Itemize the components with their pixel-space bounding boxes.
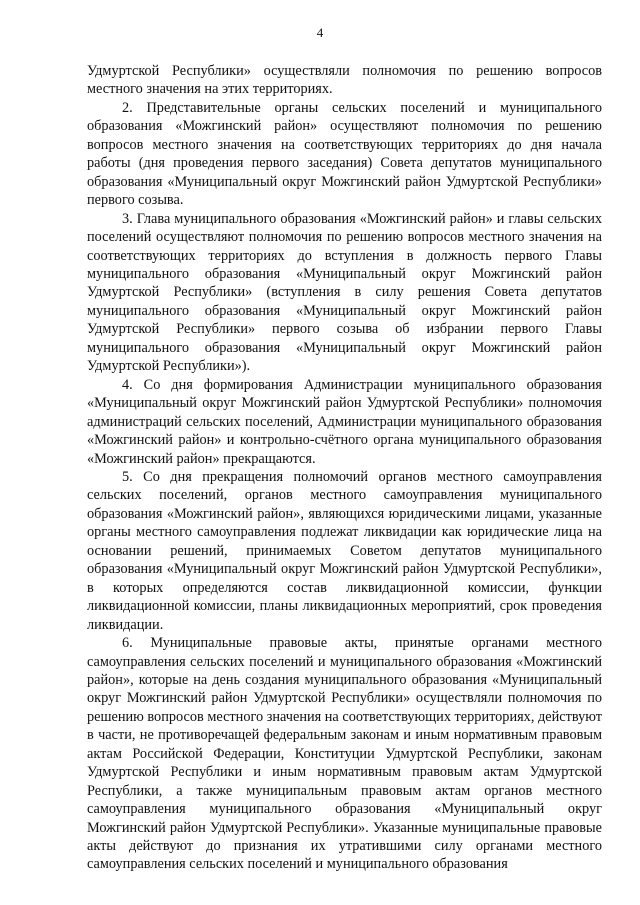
- paragraph-2: 2. Представительные органы сельских поселений и муниципального образования «Можгинский район» осуществляют полномочия по решению вопросов местного значения на соответствующих территориях до дня начала работы (дня проведения первого заседания) Совета депутатов муниципального образования «Муниципальный округ Можгинский район Удмуртской Республики» первого созыва.: [87, 99, 602, 209]
- paragraph-continued: Удмуртской Республики» осуществляли полномочия по решению вопросов местного значения на этих территориях.: [87, 63, 602, 98]
- document-body: [87, 62, 602, 874]
- paragraph-3: 3. Глава муниципального образования «Можгинский район» и главы сельских поселений осуществляют полномочия по решению вопросов местного значения на соответствующих территориях до вступления в должность первого Главы муниципального образования «Муниципальный округ Можгинский район Удмуртской Республики» (вступления в силу решения Совета депутатов муниципального образования «Муниципальный округ Можгинский район Удмуртской Республики» первого созыва об избрании первого Главы муниципального образования «Муниципальный округ Можгинский район Удмуртской Республики»).: [87, 210, 602, 375]
- paragraph-6: 6. Муниципальные правовые акты, принятые органами местного самоуправления сельских поселений и муниципального образования «Можгинский район», которые на день создания муниципального образования «Муниципальный округ Можгинский район Удмуртской Республики» осуществляли полномочия по решению вопросов местного значения на соответствующих территориях, действуют в части, не противоречащей федеральным законам и иным нормативным правовым актам Российской Федерации, Конституции Удмуртской Республики, законам Удмуртской Республики и иным нормативным правовым актам Удмуртской Республики, а также муниципальным правовым актам органов местного самоуправления муниципального образования «Муниципальный округ Можгинский район Удмуртской Республики». Указанные муниципальные правовые акты действуют до признания их утратившими силу органами местного самоуправления сельских поселений и муниципального образования: [87, 635, 602, 873]
- paragraph-5: 5. Со дня прекращения полномочий органов местного самоуправления сельских поселений, органов местного самоуправления муниципального образования «Можгинский район», являющихся юридическими лицами, указанные органы местного самоуправления подлежат ликвидации как юридические лица на основании решений, принимаемых Советом депутатов муниципального образования «Муниципальный округ Можгинский район Удмуртской Республики», в которых определяются состав ликвидационной комиссии, функции ликвидационной комиссии, планы ликвидационных мероприятий, срок проведения ликвидации.: [87, 468, 602, 633]
- page-number: 4: [316, 25, 324, 40]
- paragraph-4: 4. Со дня формирования Администрации муниципального образования «Муниципальный округ Можгинский район Удмуртской Республики» полномочия администраций сельских поселений, Администрации муниципального образования «Можгинский район» и контрольно-счётного органа муниципального образования «Можгинский район» прекращаются.: [87, 376, 602, 467]
